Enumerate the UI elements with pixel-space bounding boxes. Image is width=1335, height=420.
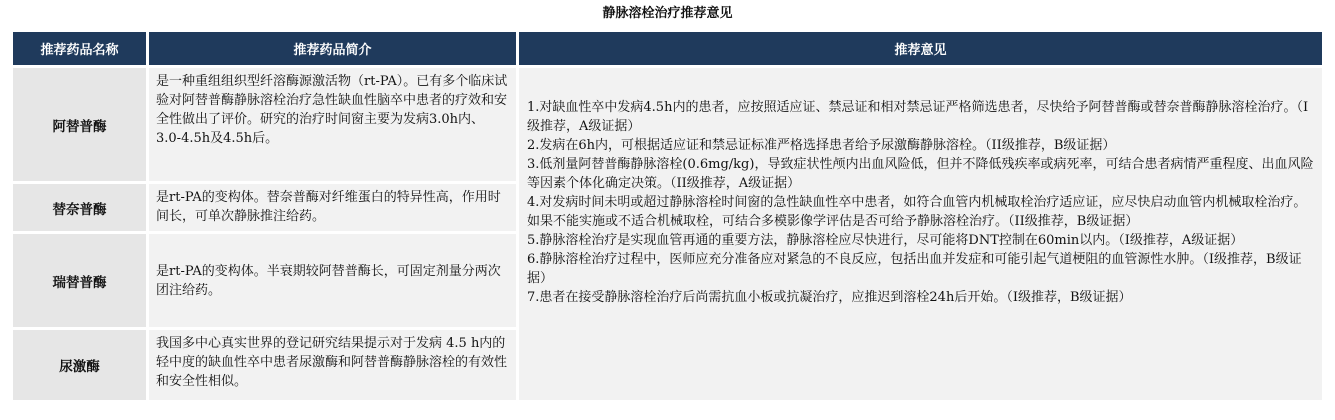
drug-desc-cell: 我国多中心真实世界的登记研究结果提示对于发病 4.5 h内的轻中度的缺血性卒中患者尿激酶和阿替普酶静脉溶栓的有效性和安全性相似。	[149, 330, 516, 400]
recommendation-table	[13, 32, 1322, 416]
recommendation-item: 6.静脉溶栓治疗过程中，医师应充分准备应对紧急的不良反应，包括出血并发症和可能引起气道梗阻的血管源性水肿。（I级推荐，B级证据）	[527, 252, 1302, 286]
header-drug-name: 推荐药品名称	[13, 32, 146, 65]
recommendation-item: 5.静脉溶栓治疗是实现血管再通的重要方法，静脉溶栓应尽快进行，尽可能将DNT控制在60min以内。（I级推荐，A级证据）	[527, 233, 1244, 248]
recommendation-item: 3.低剂量阿替普酶静脉溶栓(0.6mg/kg)，导致症状性颅内出血风险低，但并不降低残疾率或病死率，可结合患者病情严重程度、出血风险等因素个体化确定决策。（II级推荐，A级证据）	[527, 157, 1314, 191]
header-drug-intro: 推荐药品简介	[149, 32, 516, 65]
recommendation-item: 7.患者在接受静脉溶栓治疗后尚需抗血小板或抗凝治疗，应推迟到溶栓24h后开始。（I级推荐，B级证据）	[527, 290, 1132, 305]
drug-name-cell: 替奈普酶	[13, 184, 146, 231]
drug-name-cell: 阿替普酶	[13, 68, 146, 181]
drug-name-cell: 瑞替普酶	[13, 234, 146, 327]
drug-name-cell: 尿激酶	[13, 330, 146, 400]
recommendation-item: 1.对缺血性卒中发病4.5h内的患者，应按照适应证、禁忌证和相对禁忌证严格筛选患者，尽快给予阿替普酶或替奈普酶静脉溶栓治疗。（I级推荐，A级证据）	[527, 100, 1309, 134]
recommendation-cell	[519, 68, 1322, 400]
page-title: 静脉溶栓治疗推荐意见	[602, 6, 733, 21]
drug-desc-cell: 是一种重组组织型纤溶酶源激活物（rt-PA）。已有多个临床试验对阿替普酶静脉溶栓治疗急性缺血性脑卒中患者的疗效和安全性做出了评价。研究的治疗时间窗主要为发病3.0h内、3.0-4.5h及4.5h后。	[149, 68, 516, 181]
recommendation-item: 2.发病在6h内，可根据适应证和禁忌证标准严格选择患者给予尿激酶静脉溶栓。（II级推荐，B级证据）	[527, 138, 1116, 153]
recommendation-item: 4.对发病时间未明或超过静脉溶栓时间窗的急性缺血性卒中患者，如符合血管内机械取栓治疗适应证，应尽快启动血管内机械取栓治疗。如果不能实施或不适合机械取栓，可结合多模影像学评估是否可给予静脉溶栓治疗。（II级推荐，B级证据）	[527, 195, 1307, 229]
drug-desc-cell: 是rt-PA的变构体。替奈普酶对纤维蛋白的特异性高，作用时间长，可单次静脉推注给药。	[149, 184, 516, 231]
header-recommendation: 推荐意见	[519, 32, 1322, 65]
drug-desc-cell: 是rt-PA的变构体。半衰期较阿替普酶长，可固定剂量分两次团注给药。	[149, 234, 516, 327]
